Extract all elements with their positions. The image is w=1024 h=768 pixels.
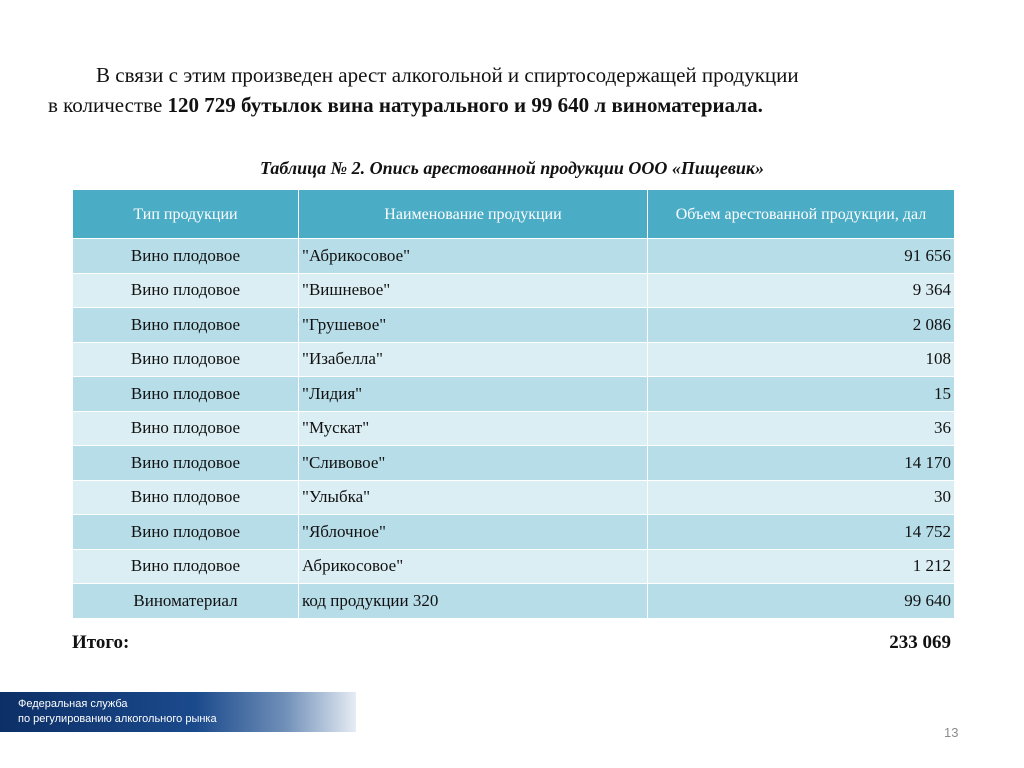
cell-type: Вино плодовое (73, 273, 299, 308)
cell-volume: 30 (648, 480, 955, 515)
cell-volume: 36 (648, 411, 955, 446)
cell-volume: 108 (648, 342, 955, 377)
cell-type: Вино плодовое (73, 549, 299, 584)
intro-line-2-prefix: в количестве (48, 93, 168, 117)
total-label: Итого: (72, 632, 130, 653)
table-row (73, 239, 955, 274)
cell-name: "Грушевое" (299, 308, 648, 343)
intro-paragraph (48, 60, 978, 120)
table-row (73, 515, 955, 550)
cell-volume: 91 656 (648, 239, 955, 274)
cell-name: "Изабелла" (299, 342, 648, 377)
table-row (73, 377, 955, 412)
header-product-type: Тип продукции (73, 190, 299, 239)
page-number: 13 (944, 725, 959, 740)
organization-name-line-1: Федеральная служба (18, 698, 128, 710)
cell-type: Вино плодовое (73, 446, 299, 481)
cell-type: Вино плодовое (73, 515, 299, 550)
cell-type: Вино плодовое (73, 308, 299, 343)
cell-volume: 14 752 (648, 515, 955, 550)
organization-name (18, 697, 217, 727)
table-row (73, 480, 955, 515)
cell-volume: 1 212 (648, 549, 955, 584)
table-row (73, 411, 955, 446)
total-value: 233 069 (889, 632, 951, 653)
cell-name: "Сливовое" (299, 446, 648, 481)
cell-type: Вино плодовое (73, 480, 299, 515)
table-row (73, 446, 955, 481)
cell-name: "Яблочное" (299, 515, 648, 550)
organization-name-line-2: по регулированию алкогольного рынка (18, 713, 217, 725)
cell-type: Вино плодовое (73, 342, 299, 377)
table-row (73, 584, 955, 619)
table-header-row (73, 190, 955, 239)
table-row (73, 549, 955, 584)
cell-volume: 14 170 (648, 446, 955, 481)
cell-volume: 2 086 (648, 308, 955, 343)
cell-name: "Абрикосовое" (299, 239, 648, 274)
cell-volume: 99 640 (648, 584, 955, 619)
inventory-table (72, 189, 955, 619)
cell-type: Вино плодовое (73, 239, 299, 274)
cell-name: "Вишневое" (299, 273, 648, 308)
header-volume: Объем арестованной продукции, дал (648, 190, 955, 239)
cell-name: "Лидия" (299, 377, 648, 412)
cell-type: Вино плодовое (73, 377, 299, 412)
table-row (73, 342, 955, 377)
cell-name: Абрикосовое" (299, 549, 648, 584)
intro-line-1: В связи с этим произведен арест алкогольной и спиртосодержащей продукции (96, 63, 799, 87)
header-product-name: Наименование продукции (299, 190, 648, 239)
cell-name: "Мускат" (299, 411, 648, 446)
cell-volume: 15 (648, 377, 955, 412)
cell-name: "Улыбка" (299, 480, 648, 515)
intro-line-2-bold: 120 729 бутылок вина натурального и 99 640 л виноматериала. (167, 93, 763, 117)
table-row (73, 308, 955, 343)
cell-type: Виноматериал (73, 584, 299, 619)
table-caption: Таблица № 2. Опись арестованной продукции ООО «Пищевик» (259, 158, 765, 178)
cell-volume: 9 364 (648, 273, 955, 308)
cell-type: Вино плодовое (73, 411, 299, 446)
footer-logo-band (0, 692, 356, 732)
table-row (73, 273, 955, 308)
cell-name: код продукции 320 (299, 584, 648, 619)
